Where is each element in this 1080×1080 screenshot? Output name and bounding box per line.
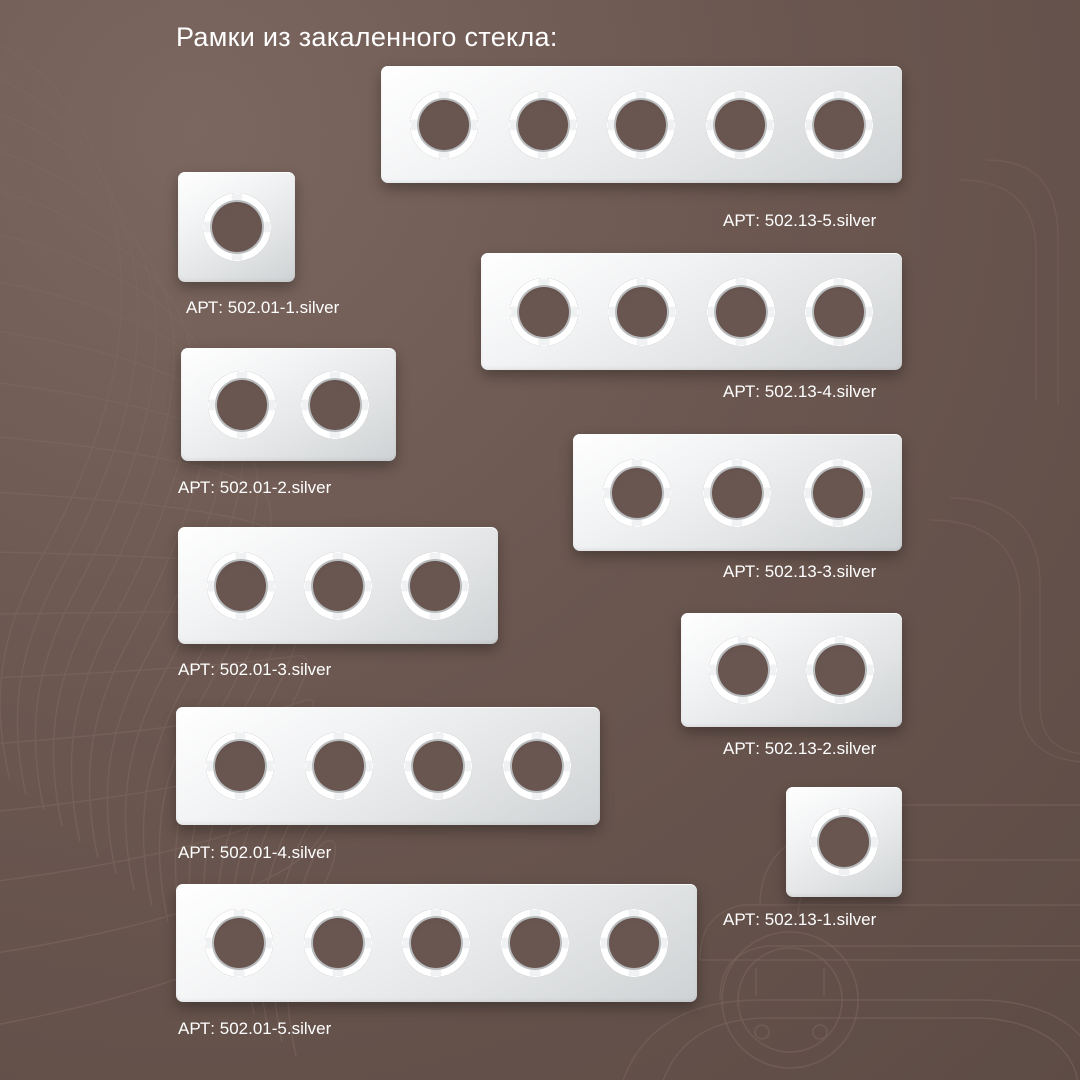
frame-aperture (404, 732, 472, 800)
frame-aperture (402, 909, 470, 977)
aperture-notch-left (707, 119, 713, 130)
frame-aperture (706, 91, 774, 159)
frame-502-01-4[interactable] (176, 707, 600, 825)
frame-aperture (301, 371, 369, 439)
aperture-notch-right (267, 761, 273, 772)
frame-502-13-3[interactable] (573, 434, 902, 551)
frame-aperture (304, 909, 372, 977)
frame-aperture (509, 91, 577, 159)
frame-aperture (401, 552, 469, 620)
aperture-notch-right (871, 837, 877, 848)
frame-aperture (203, 193, 271, 261)
aperture-notch-left (604, 487, 610, 498)
frame-502-01-2[interactable] (181, 348, 396, 461)
frame-502-01-5[interactable] (176, 884, 697, 1002)
aperture-notch-left (306, 761, 312, 772)
frame-aperture (707, 278, 775, 346)
product-caption: АРТ: 502.13-4.silver (723, 382, 877, 401)
aperture-notch-left (710, 665, 716, 676)
frame-aperture (600, 909, 668, 977)
aperture-notch-left (806, 119, 812, 130)
frame-aperture (304, 552, 372, 620)
aperture-notch-left (806, 306, 812, 317)
aperture-notch-right (362, 399, 368, 410)
aperture-notch-left (502, 938, 508, 949)
aperture-notch-left (305, 938, 311, 949)
frame-aperture (410, 91, 478, 159)
aperture-notch-right (770, 665, 776, 676)
page-title: Рамки из закаленного стекла: (176, 22, 558, 52)
aperture-notch-left (708, 306, 714, 317)
product-caption: АРТ: 502.01-5.silver (178, 1019, 332, 1038)
aperture-notch-right (268, 580, 274, 591)
aperture-notch-right (661, 938, 667, 949)
aperture-notch-left (402, 580, 408, 591)
aperture-notch-right (465, 761, 471, 772)
aperture-notch-left (302, 399, 308, 410)
frame-502-13-5[interactable] (381, 66, 902, 183)
product-caption: АРТ: 502.13-2.silver (723, 739, 877, 758)
frame-aperture (806, 636, 874, 704)
aperture-notch-right (564, 761, 570, 772)
aperture-notch-left (208, 580, 214, 591)
aperture-notch-right (866, 119, 872, 130)
aperture-notch-right (865, 487, 871, 498)
frame-502-13-2[interactable] (681, 613, 902, 727)
frame-aperture (206, 732, 274, 800)
aperture-notch-left (411, 119, 417, 130)
aperture-notch-left (704, 487, 710, 498)
aperture-notch-right (365, 938, 371, 949)
frame-aperture (703, 459, 771, 527)
aperture-notch-left (608, 119, 614, 130)
frame-aperture (501, 909, 569, 977)
aperture-notch-left (206, 938, 212, 949)
aperture-notch-left (609, 306, 615, 317)
frame-aperture (205, 909, 273, 977)
aperture-notch-left (504, 761, 510, 772)
aperture-notch-right (866, 306, 872, 317)
product-caption: АРТ: 502.01-1.silver (186, 298, 340, 317)
aperture-notch-left (207, 761, 213, 772)
frame-502-13-1[interactable] (786, 787, 902, 897)
aperture-notch-right (264, 222, 270, 233)
aperture-notch-right (562, 938, 568, 949)
aperture-notch-right (764, 487, 770, 498)
aperture-notch-right (767, 119, 773, 130)
product-caption: АРТ: 502.01-4.silver (178, 843, 332, 862)
frame-aperture (207, 552, 275, 620)
product-caption: АРТ: 502.13-5.silver (723, 211, 877, 230)
aperture-notch-right (471, 119, 477, 130)
product-caption: АРТ: 502.13-3.silver (723, 562, 877, 581)
aperture-notch-right (768, 306, 774, 317)
frame-aperture (208, 371, 276, 439)
aperture-notch-left (807, 665, 813, 676)
aperture-notch-left (510, 119, 516, 130)
frame-502-01-1[interactable] (178, 172, 295, 282)
aperture-notch-left (403, 938, 409, 949)
aperture-notch-left (305, 580, 311, 591)
frame-aperture (607, 91, 675, 159)
aperture-notch-right (269, 399, 275, 410)
product-caption: АРТ: 502.01-2.silver (178, 478, 332, 497)
frame-aperture (510, 278, 578, 346)
frame-502-13-4[interactable] (481, 253, 902, 370)
frame-aperture (805, 91, 873, 159)
aperture-notch-left (811, 837, 817, 848)
frame-aperture (608, 278, 676, 346)
frame-aperture (709, 636, 777, 704)
frame-aperture (305, 732, 373, 800)
aperture-notch-right (867, 665, 873, 676)
frame-aperture (805, 278, 873, 346)
frame-aperture (603, 459, 671, 527)
frame-aperture (810, 808, 878, 876)
frame-aperture (804, 459, 872, 527)
aperture-notch-right (669, 306, 675, 317)
aperture-notch-right (668, 119, 674, 130)
product-caption: АРТ: 502.01-3.silver (178, 660, 332, 679)
aperture-notch-left (405, 761, 411, 772)
aperture-notch-left (511, 306, 517, 317)
frame-502-01-3[interactable] (178, 527, 498, 644)
aperture-notch-right (571, 306, 577, 317)
aperture-notch-left (601, 938, 607, 949)
aperture-notch-left (204, 222, 210, 233)
aperture-notch-right (365, 580, 371, 591)
aperture-notch-left (805, 487, 811, 498)
aperture-notch-left (209, 399, 215, 410)
product-caption: АРТ: 502.13-1.silver (723, 910, 877, 929)
aperture-notch-right (664, 487, 670, 498)
aperture-notch-right (462, 580, 468, 591)
aperture-notch-right (463, 938, 469, 949)
aperture-notch-right (366, 761, 372, 772)
aperture-notch-right (266, 938, 272, 949)
aperture-notch-right (570, 119, 576, 130)
frame-aperture (503, 732, 571, 800)
